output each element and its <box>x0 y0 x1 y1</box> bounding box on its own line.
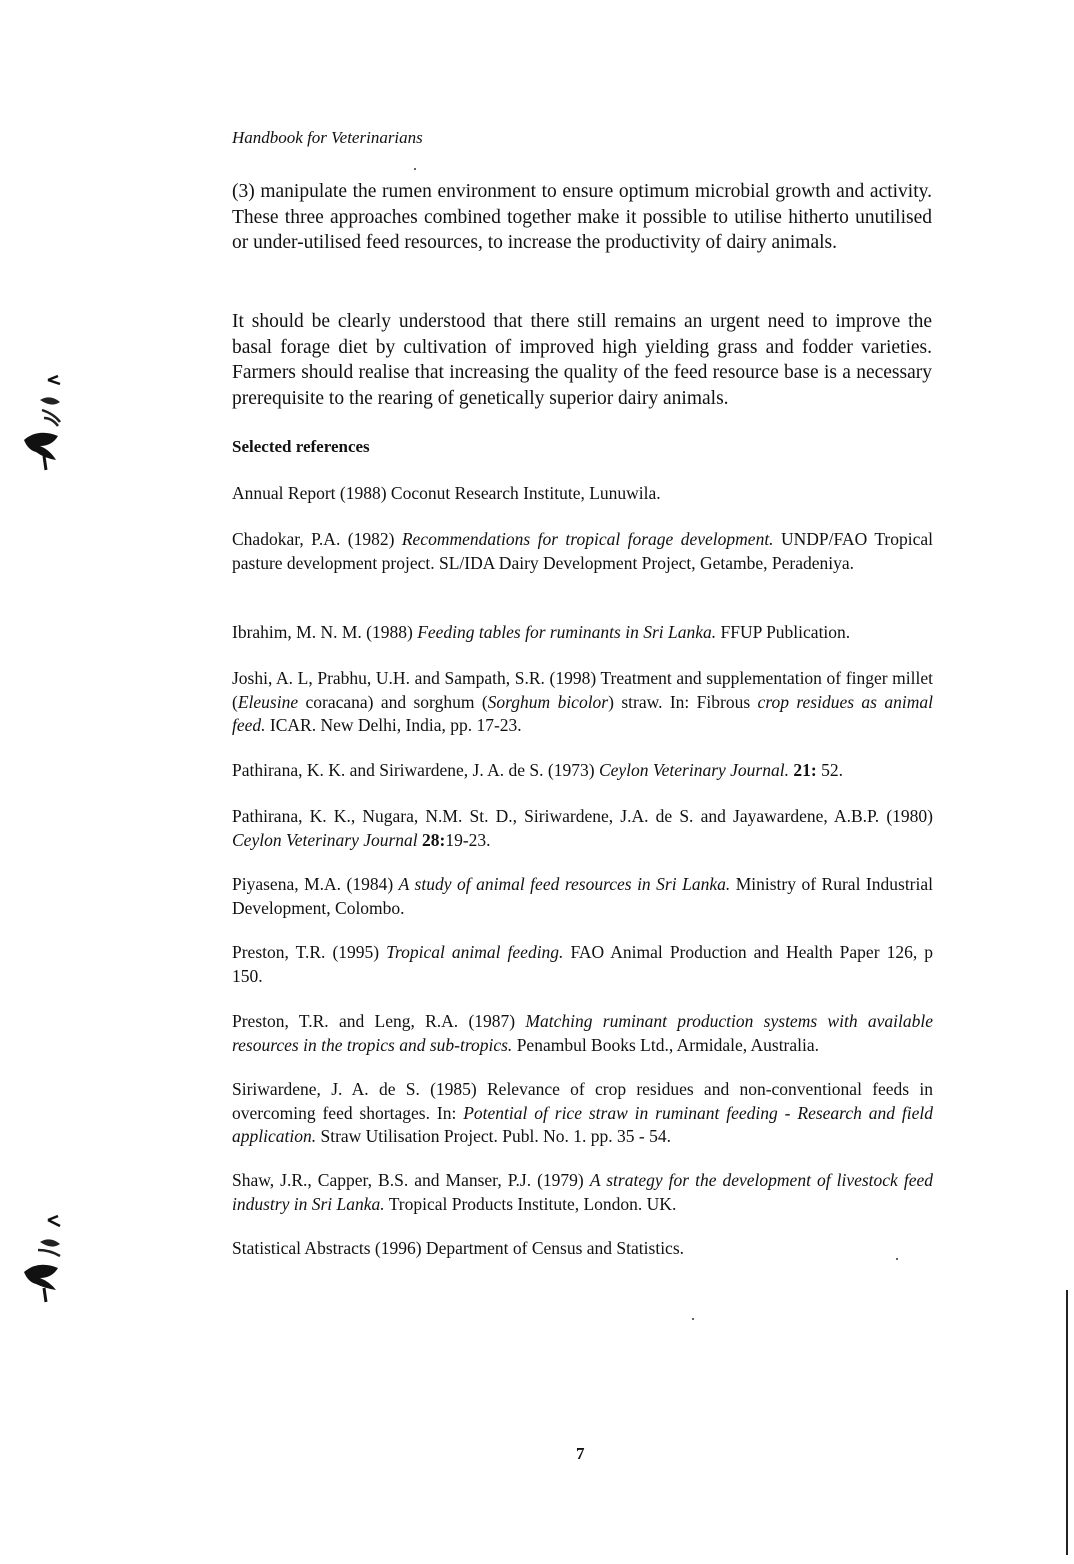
scan-speck <box>692 1318 694 1320</box>
reference-entry: Annual Report (1988) Coconut Research Institute, Lunuwila. <box>232 483 661 503</box>
body-paragraph: It should be clearly understood that there still remains an urgent need to improve the basal forage diet by cultivation of improved high yielding grass and fodder varieties. Farmers should realise that increasing the quality of the feed resource base is a necessary prerequisite to the rearing of genetically superior dairy animals. <box>232 311 932 409</box>
reference-entry: Chadokar, P.A. (1982) Recommendations for tropical forage development. UNDP/FAO Tropical pasture development project. SL/IDA Dairy Development Project, Getambe, Peradeniya. <box>232 529 933 573</box>
running-head: Handbook for Veterinarians <box>232 128 423 147</box>
reference-entry: Preston, T.R. and Leng, R.A. (1987) Matching ruminant production systems with available resources in the tropics and sub-tropics. Penambul Books Ltd., Armidale, Australia. <box>232 1011 933 1055</box>
reference-entry: Piyasena, M.A. (1984) A study of animal feed resources in Sri Lanka. Ministry of Rural Industrial Development, Colombo. <box>232 874 934 918</box>
reference-entry: Pathirana, K. K. and Siriwardene, J. A. de S. (1973) Ceylon Veterinary Journal. 21: 52. <box>232 760 843 780</box>
page-number: 7 <box>576 1444 585 1463</box>
reference-title: Eleusine <box>237 691 299 712</box>
scan-edge-line <box>1066 1290 1068 1555</box>
reference-volume: 21: <box>788 760 817 780</box>
reference-entry: Statistical Abstracts (1996) Department of Census and Statistics. <box>232 1238 685 1258</box>
reference-entry: Shaw, J.R., Capper, B.S. and Manser, P.J. (1979) A strategy for the development of livestock feed industry in Sri Lanka. Tropical Products Institute, London. UK. <box>232 1170 934 1214</box>
reference-title: Tropical animal feeding. <box>386 942 564 962</box>
reference-title: Ceylon Veterinary Journal. <box>598 760 789 780</box>
binding-hole-mark <box>18 1214 68 1314</box>
reference-entry: Joshi, A. L, Prabhu, U.H. and Sampath, S.R. (1998) Treatment and supplementation of finger millet (Eleusine coracana) and sorghum (Sorghum bicolor) straw. In: Fibrous crop residues as animal feed. ICAR. New Delhi, India, pp. 17-23. <box>232 668 933 735</box>
references-heading: Selected references <box>232 437 370 456</box>
reference-title: crop residues as animal feed. <box>232 691 933 735</box>
reference-entry: Siriwardene, J. A. de S. (1985) Relevance of crop residues and non-conventional feeds in overcoming feed shortages. In: Potential of rice straw in ruminant feeding - Research and field application. Straw Utilisation Project. Publ. No. 1. pp. 35 - 54. <box>232 1079 933 1146</box>
reference-title: Feeding tables for ruminants in Sri Lanka. <box>417 622 717 642</box>
reference-title: Recommendations for tropical forage development. <box>401 529 774 549</box>
reference-volume: 28: <box>417 829 446 850</box>
binding-hole-mark <box>18 372 68 482</box>
scan-speck <box>896 1258 898 1260</box>
reference-title: Potential of rice straw in ruminant feeding - Research and field application. <box>232 1102 933 1146</box>
reference-title: A study of animal feed resources in Sri Lanka. <box>398 874 731 894</box>
reference-entry: Ibrahim, M. N. M. (1988) Feeding tables for ruminants in Sri Lanka. FFUP Publication. <box>232 622 851 642</box>
reference-title: Matching ruminant production systems with available resources in the tropics and sub-tropics. <box>232 1011 933 1055</box>
body-paragraph: (3) manipulate the rumen environment to ensure optimum microbial growth and activity. These three approaches combined together make it possible to utilise hitherto unutilised or under-utilised feed resources, to increase the productivity of dairy animals. <box>232 181 932 253</box>
reference-title: A strategy for the development of livestock feed industry in Sri Lanka. <box>232 1170 934 1214</box>
reference-title: Sorghum bicolor <box>487 691 609 712</box>
reference-entry: Preston, T.R. (1995) Tropical animal feeding. FAO Animal Production and Health Paper 126, p 150. <box>232 942 933 986</box>
reference-entry: Pathirana, K. K., Nugara, N.M. St. D., Siriwardene, J.A. de S. and Jayawardene, A.B.P. (1980) Ceylon Veterinary Journal 28:19-23. <box>232 806 933 850</box>
reference-title: Ceylon Veterinary Journal <box>232 829 418 850</box>
scan-speck <box>414 168 416 170</box>
